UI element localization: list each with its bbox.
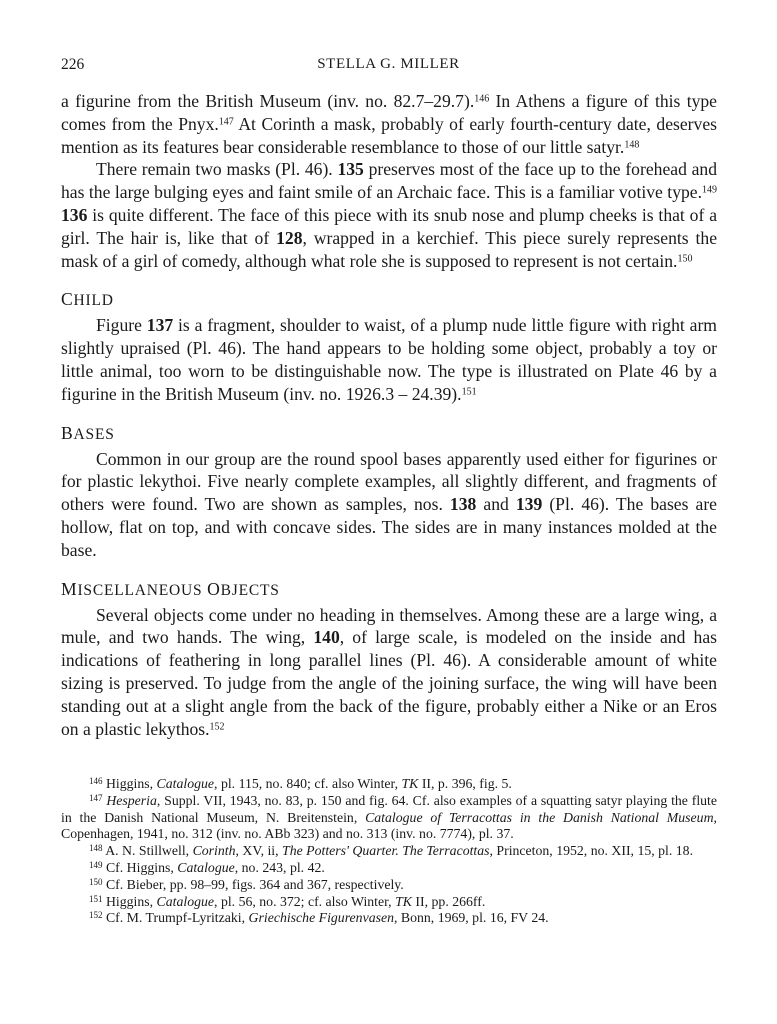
footnote-ref-152[interactable]: 152 bbox=[209, 721, 225, 733]
section-heading-child: CHILD bbox=[61, 289, 114, 310]
footnote-150: $^{150}$ Cf. Bieber, pp. 98–99, figs. 364 and 367, respectively. bbox=[89, 876, 404, 892]
footnote-ref-149[interactable]: 149 bbox=[702, 184, 717, 196]
section-heading-bases: BASES bbox=[61, 422, 115, 443]
footnote-ref-147[interactable]: 147 bbox=[218, 116, 234, 128]
paragraph-bases: Common in our group are the round spool bases apparently used either for figurines or for plastic lekythoi. Five nearly complete examples, all slightly different, and fragments of others were found. Two are shown as samples, nos. 138 and 139 (Pl. 46). The bases are hollow, flat on top, and with concave sides. The sides are in many instances molded at the base. bbox=[61, 448, 717, 560]
paragraph-miscellaneous: Several objects come under no heading in themselves. Among these are a large wing, a mule, and two hands. The wing, 140, of large scale, is modeled on the inside and has indications of feathering in long parallel lines (Pl. 46). A considerable amount of white sizing is preserved. To judge from the angle of the joining surface, the wing will have been standing out at a slight angle from the back of the figure, probably either a Nike or an Eros on a plastic lekythos.$^{152}$ bbox=[61, 604, 718, 739]
catalogue-number: 135 bbox=[337, 159, 364, 180]
paragraph-child: Figure 137 is a fragment, shoulder to waist, of a plump nude little figure with right arm slightly upraised (Pl. 46). The hand appears to be holding some object, probably a toy or little animal, too worn to be distinguishable now. The type is illustrated on Plate 46 by a figurine in the British Museum (inv. no. 1926.3 – 24.39).$^{151}$ bbox=[61, 315, 717, 404]
footnote-ref-146[interactable]: 146 bbox=[474, 93, 490, 105]
page-number: 226 bbox=[61, 56, 85, 73]
catalogue-number: 137 bbox=[146, 315, 174, 336]
catalogue-number: 136 bbox=[61, 204, 88, 225]
paragraph-figurine-satyr: a figurine from the British Museum (inv. no. 82.7–29.7).$^{146}$ In Athens a figure of this type comes from the Pnyx.$^{147}$ At Corinth a mask, probably of early fourth-century date, deserves mention as its features bear considerable resemblance to those of our little satyr.$^{148}$ bbox=[61, 91, 717, 157]
paragraph-masks: There remain two masks (Pl. 46). 135 preserves most of the face up to the forehead and has the large bulging eyes and faint smile of an Archaic face. This is a familiar votive type.$^{149}$ 136 is quite different. The face of this piece with its snub nose and plump cheeks is that of a girl. The hair is, like that of 128, wrapped in a kerchief. This piece surely represents the mask of a girl of comedy, although what role she is supposed to represent is not certain.$^{150}$ bbox=[61, 159, 718, 271]
footnote-146: $^{146}$ Higgins, Catalogue, pl. 115, no. 840; cf. also Winter, TK II, p. 396, fig. 5. bbox=[89, 775, 512, 791]
footnote-147: $^{147}$ Hesperia, Suppl. VII, 1943, no. 83, p. 150 and fig. 64. Cf. also examples of a squatting satyr playing the flute in the Danish National Museum, N. Breitenstein, Catalogue of Terracottas in the Danish National Museum, Copenhagen, 1941, no. 312 (inv. no. ABb 323) and no. 313 (inv. no. 7774), pl. 37. bbox=[61, 792, 718, 842]
catalogue-number: 140 bbox=[313, 627, 340, 648]
running-head: STELLA G. MILLER bbox=[317, 56, 460, 72]
footnote-151: $^{151}$ Higgins, Catalogue, pl. 56, no. 372; cf. also Winter, TK II, pp. 266ff. bbox=[89, 893, 486, 909]
footnote-ref-151[interactable]: 151 bbox=[461, 386, 477, 398]
catalogue-number: 138 bbox=[449, 494, 477, 515]
footnote-ref-150[interactable]: 150 bbox=[677, 253, 693, 265]
footnote-148: $^{148}$ A. N. Stillwell, Corinth, XV, ii, The Potters' Quarter. The Terracottas, Princeton, 1952, no. XII, 15, pl. 18. bbox=[89, 843, 694, 859]
footnote-152: $^{152}$ Cf. M. Trumpf-Lyritzaki, Griechische Figurenvasen, Bonn, 1969, pl. 16, FV 24. bbox=[89, 910, 549, 926]
body-text bbox=[61, 90, 717, 740]
footnotes bbox=[61, 776, 717, 927]
catalogue-number: 139 bbox=[515, 494, 543, 515]
catalogue-number: 128 bbox=[276, 227, 303, 248]
page-header bbox=[61, 56, 716, 76]
footnote-ref-148[interactable]: 148 bbox=[624, 139, 640, 151]
section-heading-miscellaneous-objects: MISCELLANEOUS OBJECTS bbox=[61, 578, 280, 599]
footnote-149: $^{149}$ Cf. Higgins, Catalogue, no. 243, pl. 42. bbox=[89, 859, 325, 875]
